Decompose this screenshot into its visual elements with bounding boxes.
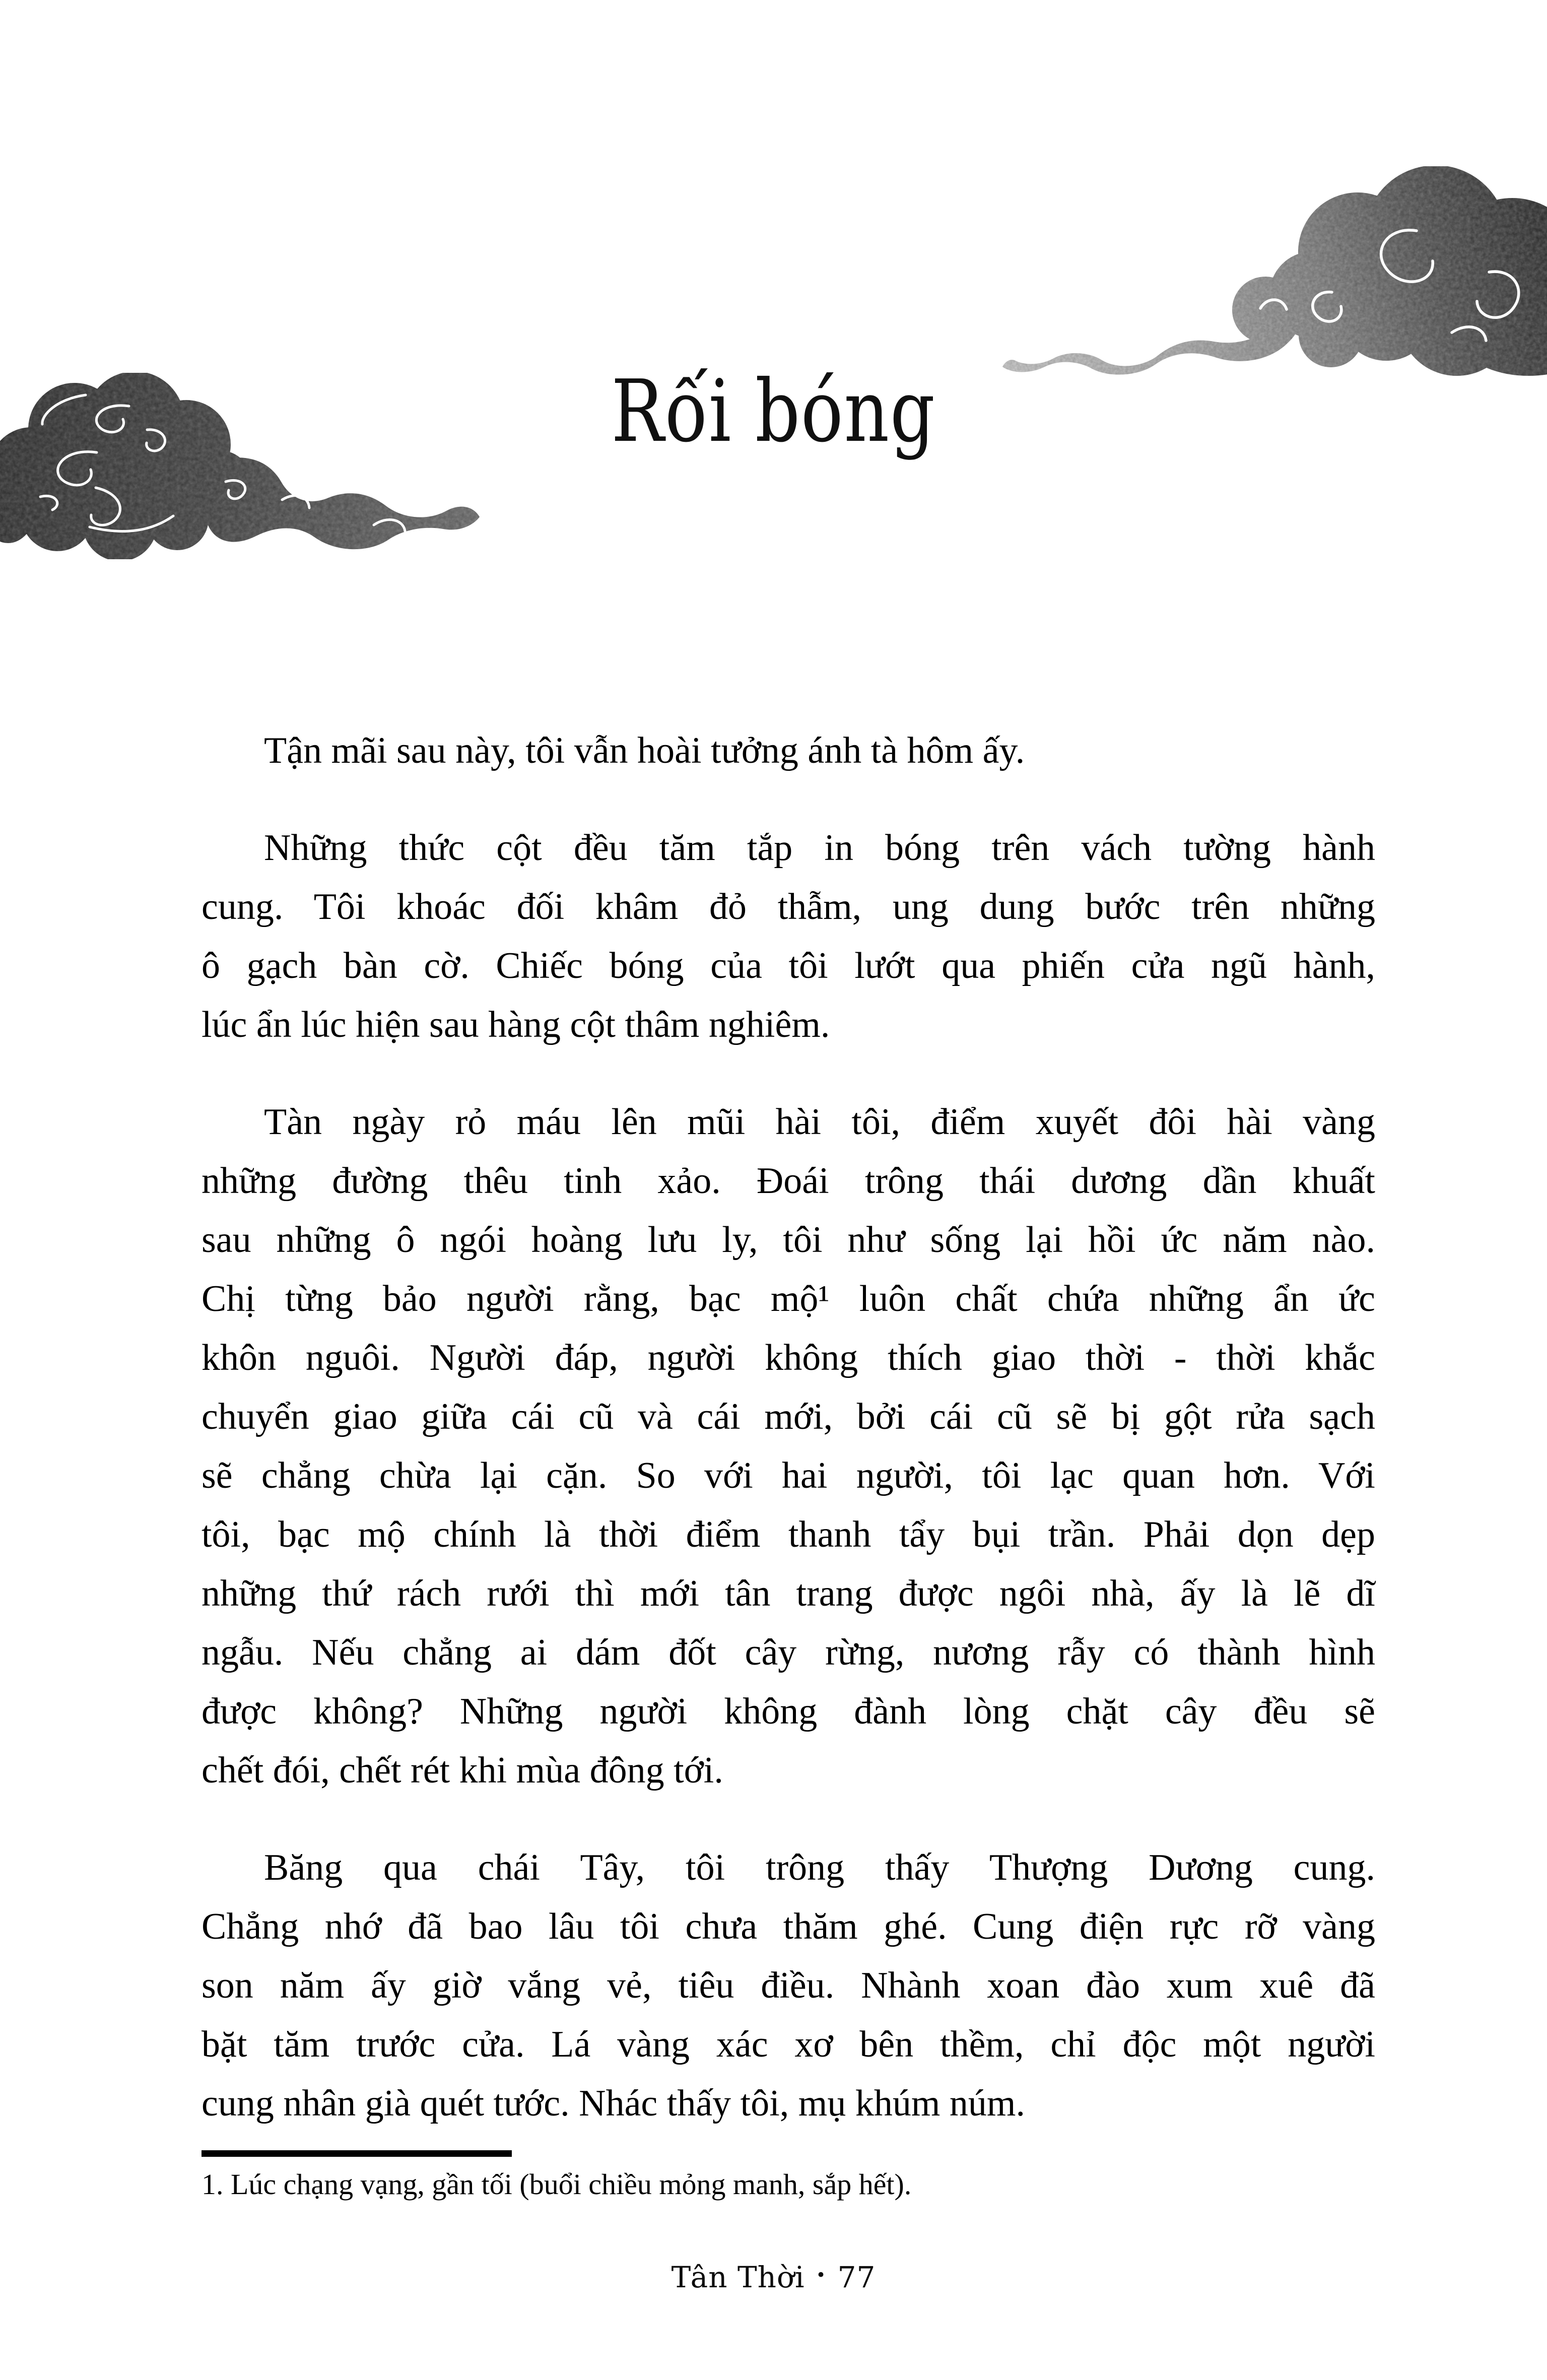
footnote — [201, 2166, 1375, 2203]
text-line-with-footnote-ref: Chị từng bảo người rằng, bạc mộ¹ luôn chất chứa những ẩn ức — [201, 1278, 1375, 1319]
footnote-marker: 1. — [201, 2168, 224, 2201]
text-line: chết đói, chết rét khi mùa đông tới. — [201, 1750, 723, 1791]
paragraph-3 — [201, 1093, 1375, 1800]
body-text — [201, 721, 1375, 2133]
text-line: cung nhân già quét tước. Nhác thấy tôi, mụ khúm núm. — [201, 2083, 1025, 2124]
text-line: ngẫu. Nếu chẳng ai dám đốt cây rừng, nương rẫy có thành hình — [201, 1632, 1375, 1673]
ink-cloud-ornament-top-right — [982, 166, 1547, 378]
paragraph-1 — [201, 721, 1375, 780]
paragraph-2 — [201, 819, 1375, 1054]
text-line: chuyển giao giữa cái cũ và cái mới, bởi cái cũ sẽ bị gột rửa sạch — [201, 1396, 1375, 1437]
text-line: được không? Những người không đành lòng chặt cây đều sẽ — [201, 1691, 1375, 1732]
text-line: Tàn ngày rỏ máu lên mũi hài tôi, điểm xuyết đôi hài vàng — [264, 1101, 1375, 1143]
chapter-title: Rối bóng — [611, 362, 936, 461]
text-line: những thứ rách rưới thì mới tân trang được ngôi nhà, ấy là lẽ dĩ — [201, 1573, 1375, 1614]
text-line: Băng qua chái Tây, tôi trông thấy Thượng Dương cung. — [264, 1847, 1375, 1888]
text-line: cung. Tôi khoác đối khâm đỏ thẫm, ung dung bước trên những — [201, 886, 1375, 928]
text-line: những đường thêu tinh xảo. Đoái trông thái dương dần khuất — [201, 1160, 1375, 1202]
footnote-text: Lúc chạng vạng, gần tối (buổi chiều mỏng manh, sắp hết). — [231, 2168, 912, 2201]
dot-separator: • — [816, 2265, 827, 2285]
paragraph-4 — [201, 1838, 1375, 2133]
text-line: Tận mãi sau này, tôi vẫn hoài tưởng ánh tà hôm ấy. — [264, 730, 1025, 771]
text-line: bặt tăm trước cửa. Lá vàng xác xơ bên thềm, chỉ độc một người — [201, 2024, 1375, 2065]
text-line: tôi, bạc mộ chính là thời điểm thanh tẩy bụi trần. Phải dọn dẹp — [201, 1514, 1375, 1555]
text-line: lúc ẩn lúc hiện sau hàng cột thâm nghiêm. — [201, 1004, 830, 1045]
footnote-divider — [201, 2150, 512, 2157]
text-line: ô gạch bàn cờ. Chiếc bóng của tôi lướt qua phiến cửa ngũ hành, — [201, 945, 1375, 986]
cloud-swirl-lines — [1260, 230, 1519, 341]
text-line: sẽ chẳng chừa lại cặn. So với hai người, tôi lạc quan hơn. Với — [201, 1455, 1375, 1496]
page-footer — [0, 2260, 1547, 2294]
book-title: Tân Thời — [671, 2260, 805, 2294]
page-number: 77 — [837, 2260, 876, 2294]
text-line: sau những ô ngói hoàng lưu ly, tôi như sống lại hồi ức năm nào. — [201, 1219, 1375, 1261]
text-line: Những thức cột đều tăm tắp in bóng trên vách tường hành — [264, 827, 1375, 869]
text-line: son năm ấy giờ vắng vẻ, tiêu điều. Nhành xoan đào xum xuê đã — [201, 1965, 1375, 2006]
text-line: Chẳng nhớ đã bao lâu tôi chưa thăm ghé. Cung điện rực rỡ vàng — [201, 1906, 1375, 1947]
text-line: khôn nguôi. Người đáp, người không thích giao thời - thời khắc — [201, 1337, 1375, 1378]
